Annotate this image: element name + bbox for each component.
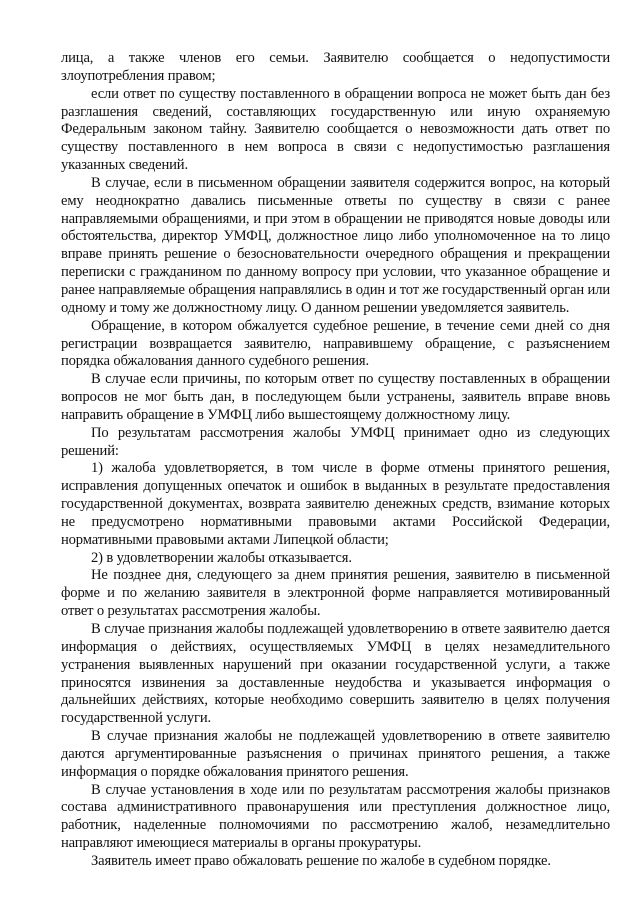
paragraph-10: В случае признания жалобы подлежащей удовлетворению в ответе заявителю дается информация о действиях, осуществляемых УМФЦ в целях незамедлительного устранения выявленных нарушений при оказании государственной услуги, а также приносятся извинения за доставленные неудобства и указывается информация о дальнейших действиях, которые необходимо совершить заявителю в целях получения государственной услуги.: [61, 621, 610, 727]
paragraph-12: В случае установления в ходе или по результатам рассмотрения жалобы признаков состава административного правонарушения или преступления должностное лицо, работник, наделенные полномочиями по рассмотрению жалоб, незамедлительно направляют имеющиеся материалы в органы прокуратуры.: [61, 781, 610, 852]
paragraph-11: В случае признания жалобы не подлежащей удовлетворению в ответе заявителю даются аргументированные разъяснения о причинах принятого решения, а также информация о порядке обжалования принятого решения.: [61, 728, 610, 780]
paragraph-9: Не позднее дня, следующего за днем принятия решения, заявителю в письменной форме и по желанию заявителя в электронной форме направляется мотивированный ответ о результатах рассмотрения жалобы.: [61, 567, 610, 620]
paragraph-6: По результатам рассмотрения жалобы УМФЦ принимает одно из следующих решений:: [61, 424, 610, 459]
paragraph-3: В случае, если в письменном обращении заявителя содержится вопрос, на который ему неоднократно давались письменные ответы по существу в связи с ранее направляемыми обращениями, и при этом в обращении не приводятся новые доводы или обстоятельства, директор УМФЦ, должностное лицо либо уполномоченное на то лицо вправе принять решение о безосновательности очередного обращения и прекращении переписки с гражданином по данному вопросу при условии, что указанное обращение и ранее направляемые обращения направлялись в один и тот же государственный орган или одному и тому же должностному лицу. О данном решении уведомляется заявитель.: [61, 174, 610, 316]
paragraph-1: лица, а также членов его семьи. Заявителю сообщается о недопустимости злоупотребления правом;: [61, 50, 610, 84]
paragraph-4: Обращение, в котором обжалуется судебное решение, в течение семи дней со дня регистрации возвращается заявителю, направившему обращение, с разъяснением порядка обжалования данного судебного решения.: [61, 317, 610, 370]
document-body: [61, 50, 610, 871]
paragraph-2: если ответ по существу поставленного в обращении вопроса не может быть дан без разглашения сведений, составляющих государственную или иную охраняемую Федеральным законом тайну. Заявителю сообщается о невозможности дать ответ по существу поставленного в нем вопроса в связи с недопустимостью разглашения указанных сведений.: [61, 85, 610, 174]
paragraph-5: В случае если причины, по которым ответ по существу поставленных в обращении вопросов не мог быть дан, в последующем были устранены, заявитель вправе вновь направить обращение в УМФЦ либо вышестоящему должностному лицу.: [61, 371, 610, 423]
paragraph-8: 2) в удовлетворении жалобы отказывается.: [91, 549, 352, 566]
paragraph-13: Заявитель имеет право обжаловать решение по жалобе в судебном порядке.: [91, 852, 551, 869]
paragraph-7: 1) жалоба удовлетворяется, в том числе в форме отмены принятого решения, исправления допущенных опечаток и ошибок в выданных в результате предоставления государственной документах, возврата заявителю денежных средств, взимание которых не предусмотрено нормативными правовыми актами Российской Федерации, нормативными правовыми актами Липецкой области;: [61, 460, 610, 548]
